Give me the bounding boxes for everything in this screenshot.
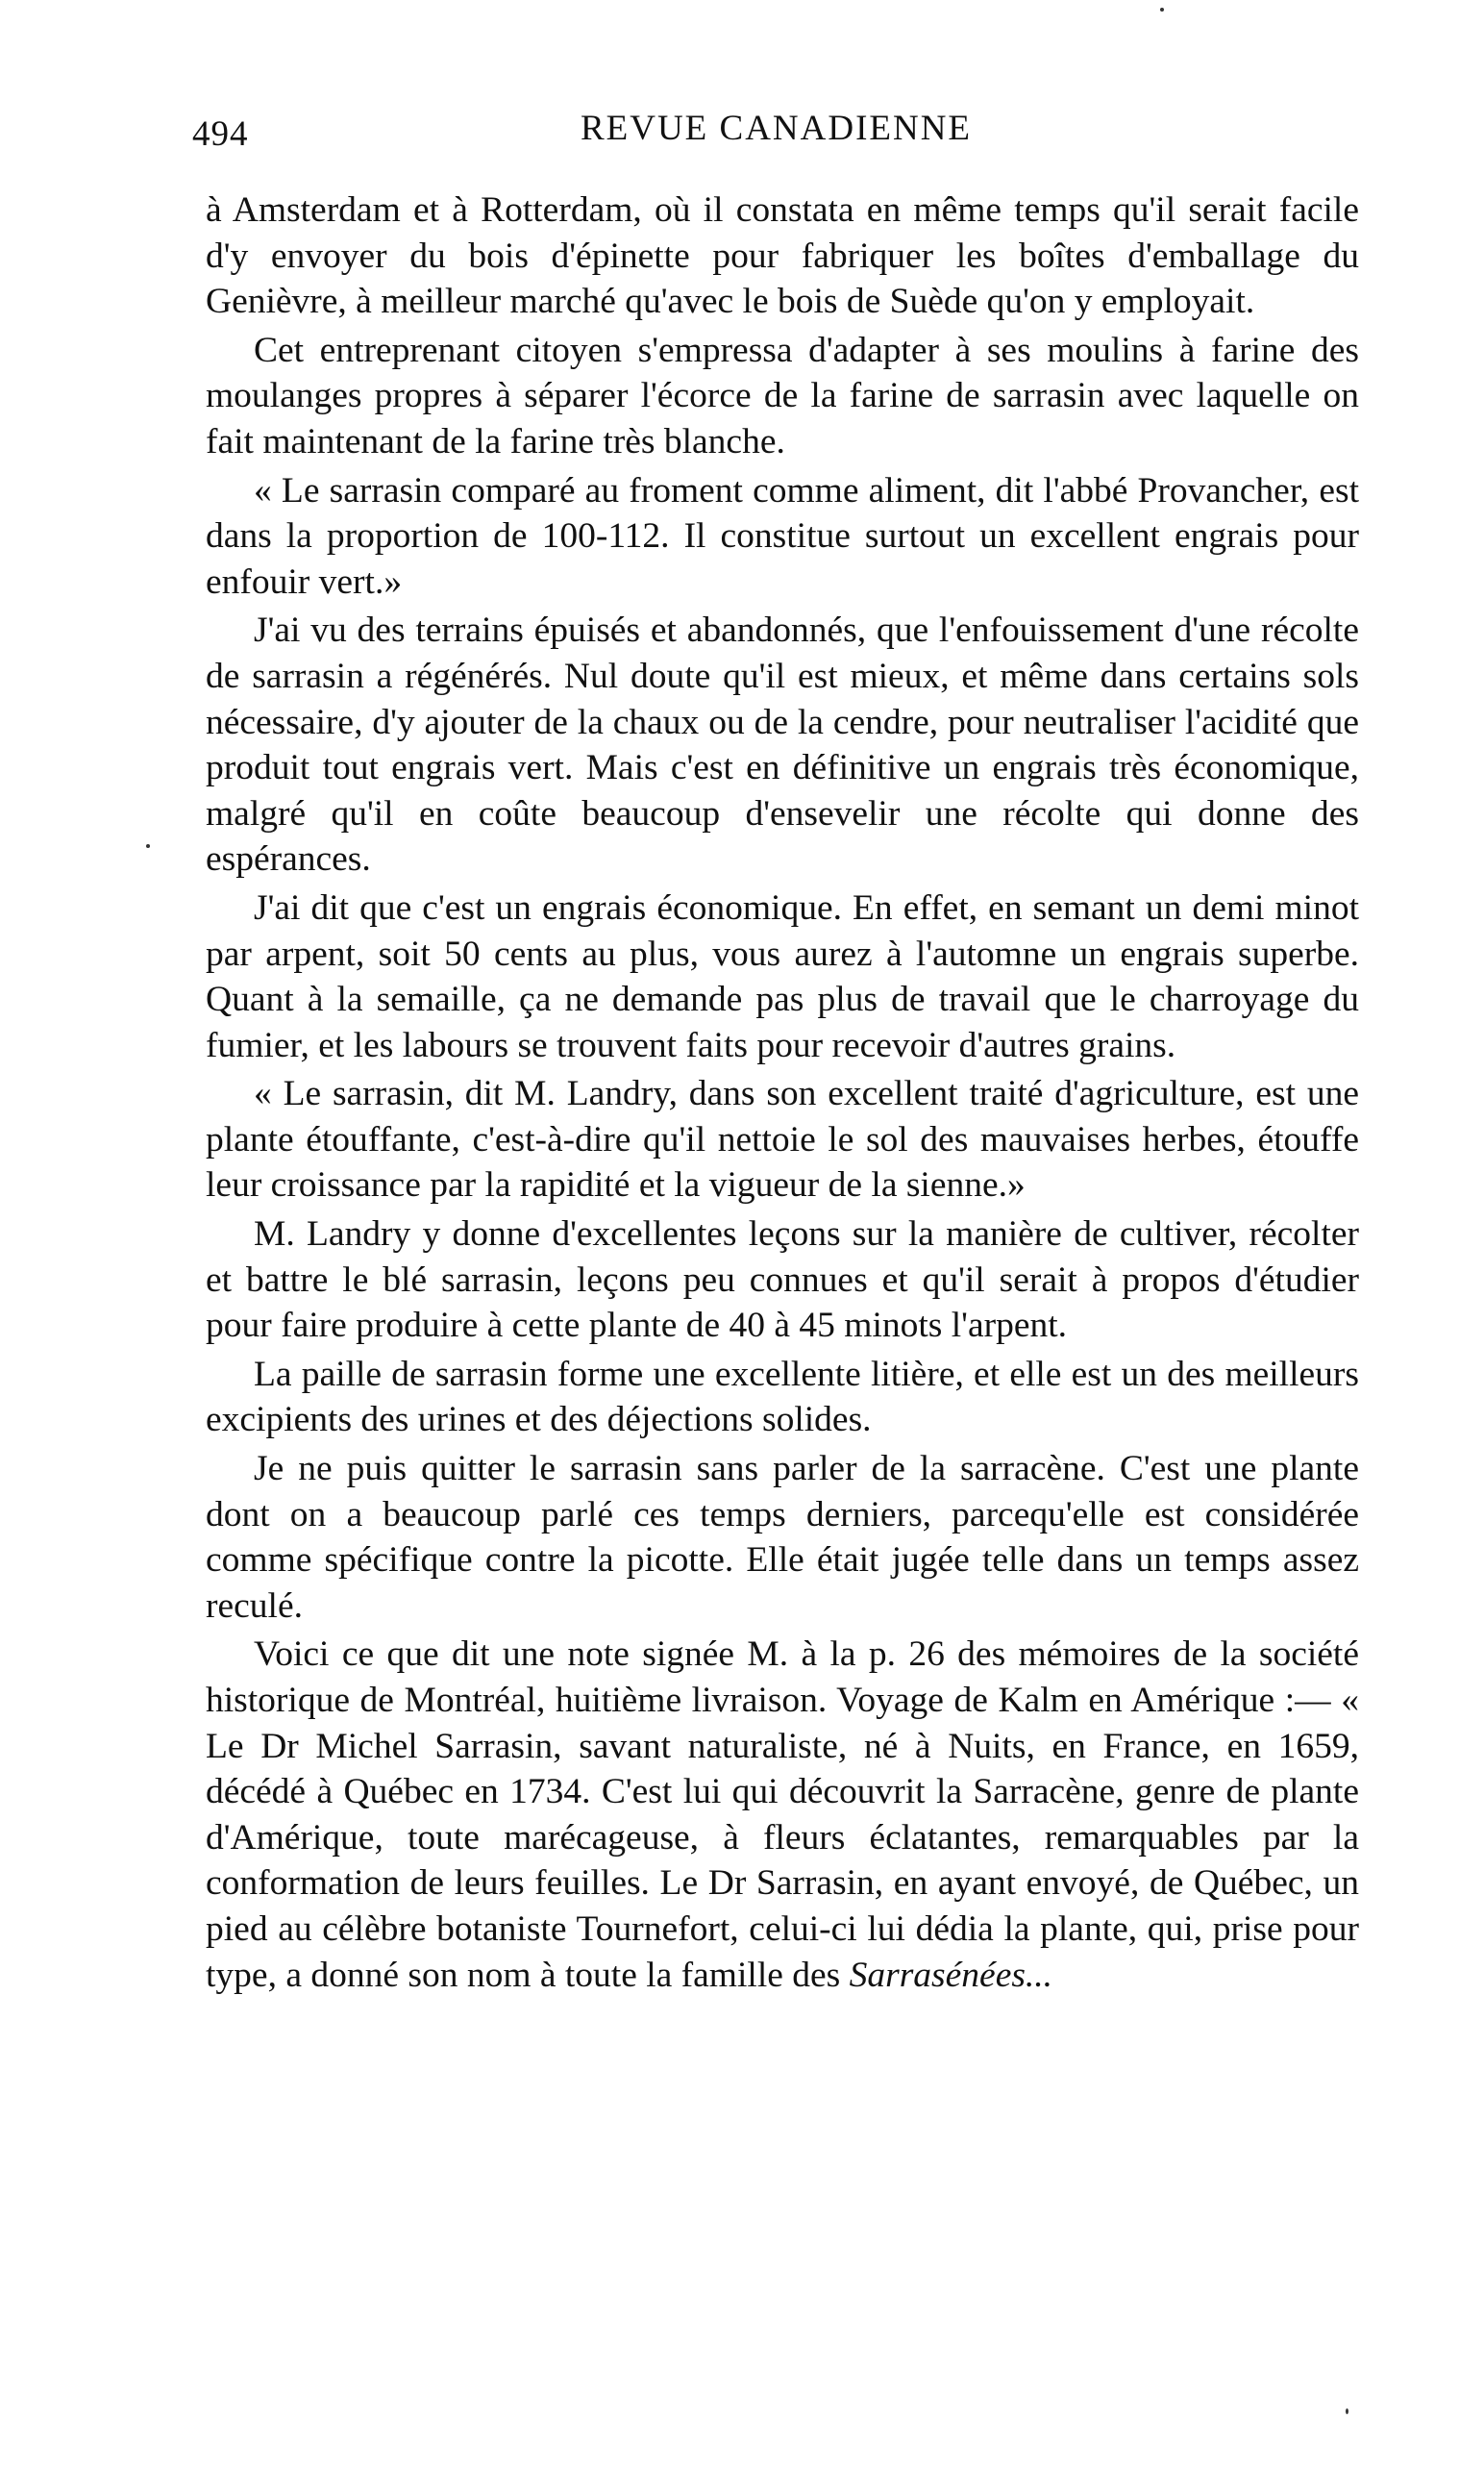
paragraph: Cet entreprenant citoyen s'empressa d'adapter à ses moulins à farine des moulanges propres à séparer l'écorce de la farine de sarrasin avec laquelle on fait maintenant de la farine très blanche. (206, 330, 1359, 461)
print-speck (146, 844, 150, 848)
final-paragraph-italic: Sarrasénées... (849, 1955, 1053, 1995)
print-speck (1346, 2408, 1348, 2414)
paragraph-continuation: à Amsterdam et à Rotterdam, où il constata en même temps qu'il serait facile d'y envoyer du bois d'épinette pour fabriquer les boîtes d'emballage du Genièvre, à meilleur marché qu'avec le bois de Suède qu'on y employait. (206, 190, 1359, 322)
paragraph: Je ne puis quitter le sarrasin sans parler de la sarracène. C'est une plante dont on a beaucoup parlé ces temps derniers, parcequ'elle est considérée comme spécifique contre la picotte. Elle était jugée telle dans un temps assez reculé. (206, 1449, 1359, 1626)
print-speck (1160, 8, 1164, 12)
page-number: 494 (192, 114, 249, 154)
final-paragraph-text: Voici ce que dit une note signée M. à la p. 26 des mémoires de la société historique de Montréal, huitième livraison. Voyage de Kalm en Amérique :— « Le Dr Michel Sarrasin, savant naturaliste, né à Nuits, en France, en 1659, décédé à Québec en 1734. C'est lui qui découvrit la Sarracène, genre de plante d'Amérique, toute marécageuse, à fleurs éclatantes, remarquables par la conformation de leurs feuilles. Le Dr Sarrasin, en ayant envoyé, de Québec, un pied au célèbre botaniste Tournefort, celui-ci lui dédia la plante, qui, prise pour type, a donné son nom à toute la famille des (206, 1634, 1359, 1995)
running-title: REVUE CANADIENNE (580, 109, 973, 148)
paragraph: J'ai dit que c'est un engrais économique. En effet, en semant un demi minot par arpent, soit 50 cents au plus, vous aurez à l'automne un engrais superbe. Quant à la semaille, ça ne demande pas plus de travail que le charroyage du fumier, et les labours se trouvent faits pour recevoir d'autres grains. (206, 887, 1359, 1065)
paragraph: La paille de sarrasin forme une excellente litière, et elle est un des meilleurs excipients des urines et des déjections solides. (206, 1354, 1359, 1440)
paragraph: J'ai vu des terrains épuisés et abandonnés, que l'enfouissement d'une récolte de sarrasin a régénérés. Nul doute qu'il est mieux, et même dans certains sols nécessaire, d'y ajouter de la chaux ou de la cendre, pour neutraliser l'acidité que produit tout engrais vert. Mais c'est en définitive un engrais très économique, malgré qu'il en coûte beaucoup d'ensevelir une récolte qui donne des espérances. (206, 611, 1359, 880)
body-text (206, 187, 1359, 1998)
page-header (192, 106, 1360, 163)
paragraph-quote-landry: « Le sarrasin, dit M. Landry, dans son excellent traité d'agriculture, est une plante étouffante, c'est-à-dire qu'il nettoie le sol des mauvaises herbes, étouffe leur croissance par la rapidité et la vigueur de la sienne.» (206, 1074, 1359, 1206)
paragraph-final (206, 1632, 1359, 1998)
paragraph: M. Landry y donne d'excellentes leçons sur la manière de cultiver, récolter et battre le blé sarrasin, leçons peu connues et qu'il serait à propos d'étudier pour faire produire à cette plante de 40 à 45 minots l'arpent. (206, 1214, 1359, 1346)
paragraph-quote-provancher: « Le sarrasin comparé au froment comme aliment, dit l'abbé Provancher, est dans la proportion de 100-112. Il constitue surtout un excellent engrais pour enfouir vert.» (206, 470, 1359, 602)
